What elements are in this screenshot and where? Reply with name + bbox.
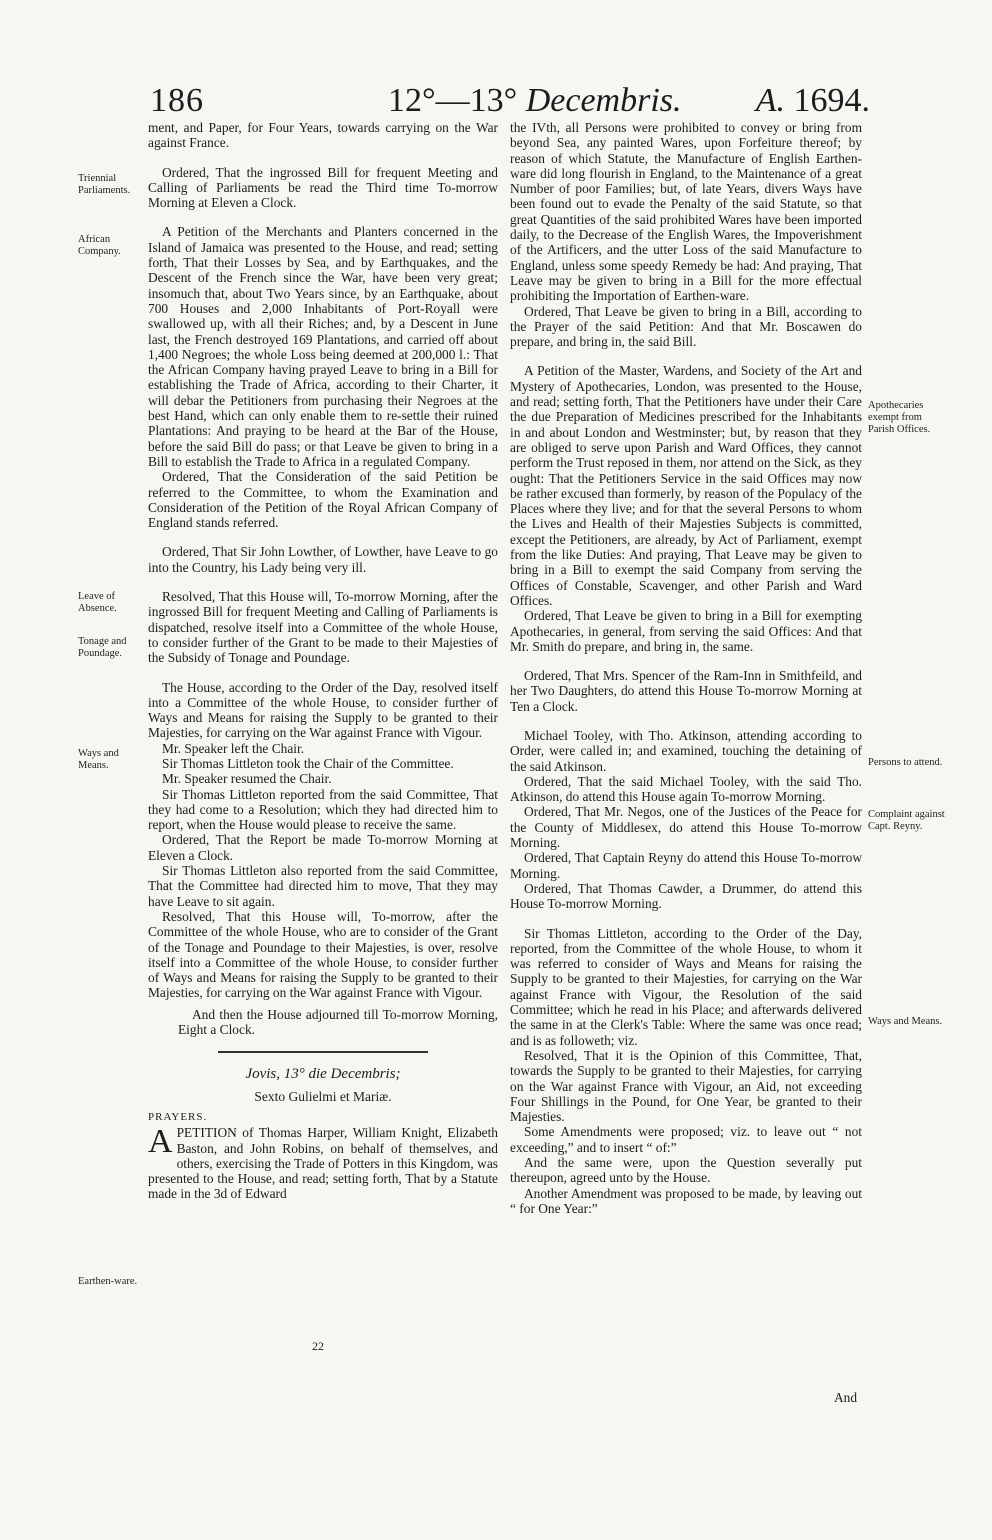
margin-note-apothecaries: Apothecaries exempt from Parish Offices. [868,400,931,435]
paragraph: the IVth, all Persons were prohibited to convey or bring from beyond Sea, any painted Wares, upon Forfeiture thereof; by reason of which Statute, the Manufacture of English Earthen-ware did long flourish in England, to the Maintenance of a great Number of poor Families; but, of late Years, divers Ways have been found out to evade the Penalty of the said Statute, so that great Quantities of the said prohibited Wares have been imported daily, to the Decrease of the English Wares, the Impoverishment of the Artificers, and the utter Loss of the said Manufacture to England, unless some speedy Remedy be had: And praying, That Leave may be given to bring in a Bill for the more effectual prohibiting the Importation of Earthen-ware. [510,120,862,304]
paragraph: Sir Thomas Littleton took the Chair of the Committee. [162,755,454,771]
paragraph: Michael Tooley, with Tho. Atkinson, attending according to Order, were called in; and examined, touching the detaining of the said Atkinson. [510,727,862,774]
right-column [510,120,862,1216]
paragraph: PETITION of Thomas Harper, William Knight, Elizabeth Baston, and John Robins, on behalf of themselves, and others, exercising the Trade of Potters in this Kingdom, was presented to the House, and read; setting forth, That by a Statute made in the 3d of Edward [148,1125,498,1202]
reign-subtitle: Sexto Gulielmi et Mariæ. [254,1088,392,1104]
margin-note-ways-right: Ways and Means. [868,1016,943,1027]
paragraph: Sir Thomas Littleton reported from the said Committee, That they had come to a Resolution; which they had directed him to report, when the House would please to receive the same. [148,786,498,833]
paragraph: Ordered, That Thomas Cawder, a Drummer, do attend this House To-morrow Morning. [510,880,862,912]
paragraph: Resolved, That this House will, To-morrow Morning, after the ingrossed Bill for frequent Meeting and Calling of Parliaments is dispatched, resolve itself into a Committee of the whole House, to consider further of the Grant to be made to their Majesties of the Subsidy of Tonage and Poundage. [148,589,498,666]
page-number: 186 [150,82,204,119]
left-column [148,120,498,1202]
header-year-number: 1694. [793,82,870,119]
earthenware-petition [148,1125,498,1201]
margin-note-earthenware: Earthen-ware. [78,1276,138,1287]
paragraph: Mr. Speaker resumed the Chair. [162,771,332,787]
header-date-word: Decembris. [525,82,682,119]
paragraph: Another Amendment was proposed to be made, by leaving out “ for One Year:” [510,1185,862,1216]
paragraph: Ordered, That Leave be given to bring in a Bill, according to the Prayer of the said Petition: And that Mr. Boscawen do prepare, and bring in, the said Bill. [510,303,862,350]
margin-note-tonage: Tonage and Poundage. [78,636,127,659]
header-date [388,82,682,120]
paragraph: Resolved, That this House will, To-morrow, after the Committee of the whole House, who are to consider of the Grant of the Tonage and Poundage to their Majesties, is over, resolve itself into a Committee of the whole House, to consider further of Ways and Means for raising the Supply to be granted to their Majesties, for carrying on the War against France with Vigour. [148,908,498,1001]
catchword: And [834,1390,858,1405]
paragraph: Ordered, That Mrs. Spencer of the Ram-Inn in Smithfeild, and her Two Daughters, do attend this House To-morrow Morning at Ten a Clock. [510,668,862,714]
margin-note-persons: Persons to attend. [868,757,943,768]
paragraph: The House, according to the Order of the Day, resolved itself into a Committee of the whole House, to consider further of Ways and Means for raising the Supply to be granted to their Majesties, for carrying on the War against France with Vigour. [148,679,498,741]
margin-note-african: African Company. [78,234,121,257]
paragraph: Ordered, That Captain Reyny do attend this House To-morrow Morning. [510,850,862,881]
paragraph: Ordered, That Mr. Negos, one of the Justices of the Peace for the County of Middlesex, do attend this House To-morrow Morning. [510,804,862,851]
prayers-heading: PRAYERS. [148,1110,208,1123]
margin-note-triennial: Triennial Parliaments. [78,173,131,196]
header-year-a: A. [755,82,785,119]
paragraph: Resolved, That it is the Opinion of this Committee, That, towards the Supply to be granted to their Majesties, for carrying on the War against France with Vigour, an Aid, not exceeding Four Shillings in the Pound, for One Year, be granted to their Majesties. [510,1047,862,1125]
paragraph: Ordered, That Leave be given to bring in a Bill for exempting Apothecaries, in general, from serving the said Offices: And that Mr. Smith do prepare, and bring in, the same. [510,608,862,654]
paragraph: Sir Thomas Littleton also reported from the said Committee, That the Committee had directed him to move, That they may have Leave to sit again. [148,863,498,909]
paragraph: And the same were, upon the Question severally put thereupon, agreed unto by the House. [510,1155,862,1186]
paragraph: Ordered, That the said Michael Tooley, with the said Tho. Atkinson, do attend this House again To-morrow Morning. [510,773,862,805]
adjournment: And then the House adjourned till To-morrow Morning, Eight a Clock. [178,1006,498,1038]
margin-note-leave: Leave of Absence. [78,591,117,614]
paragraph: Ordered, That the Report be made To-morrow Morning at Eleven a Clock. [148,832,498,863]
header-date-prefix: 12°—13° [388,82,518,119]
paragraph: Ordered, That the ingrossed Bill for frequent Meeting and Calling of Parliaments be read the Third time To-morrow Morning at Eleven a Clock. [148,164,498,211]
margin-note-ways: Ways and Means. [78,748,119,771]
margin-note-complaint: Complaint against Capt. Reyny. [868,809,945,832]
day-title: Jovis, 13° die Decembris; [245,1066,401,1083]
header-year [756,82,870,120]
drop-cap: A [148,1123,173,1161]
paragraph: Some Amendments were proposed; viz. to leave out “ not exceeding,” and to insert “ of:” [510,1124,862,1155]
paragraph: ment, and Paper, for Four Years, towards carrying on the War against France. [148,120,498,151]
paragraph: Sir Thomas Littleton, according to the Order of the Day, reported, from the Committee of the whole House, to whom it was referred to consider of Ways and Means for raising the Supply to be granted to their Majesties, for carrying on the War against France with Vigour, the Resolution of the said Committee; which he read in his Place; and afterwards delivered the same in at the Clerk's Table: Where the same was once read; and is as followeth; viz. [510,925,862,1048]
paragraph: Ordered, That Sir John Lowther, of Lowther, have Leave to go into the Country, his Lady being very ill. [148,544,498,575]
paragraph: A Petition of the Master, Wardens, and Society of the Art and Mystery of Apothecaries, London, was presented to the House, and read; setting forth, That the Petitioners have under their Care the due Preparation of Medicines prescribed for the Inhabitants in and about London and Westminster; but, by reason that they are obliged to serve upon Parish and Ward Offices, they cannot perform the Trust reposed in them, nor attend on the Sick, as they ought: That the Petitioners Service in the said Offices may now be rather excused than formerly, by reason of the Populacy of the Places where they live; and for that the several Persons to whom the Lives and Health of their Majesties Subjects is committed, except the Petitioners, are already, by Act of Parliament, exempt from the like Duties: And praying, That Leave may be given to bring in a Bill to exempt the said Company from serving the Offices of Constable, Scavenger, and other Parish and Ward Offices. [510,363,862,608]
signature-mark: 22 [312,1339,324,1353]
paragraph: Ordered, That the Consideration of the said Petition be referred to the Committee, to whom the Examination and Consideration of the Petition of the Royal African Company of England stands referred. [148,469,498,531]
paragraph: Mr. Speaker left the Chair. [162,740,305,756]
paragraph: A Petition of the Merchants and Planters concerned in the Island of Jamaica was presented to the House, and read; setting forth, That their Losses by Sea, and by Earthquakes, and the Descent of the French since the War, have been very great; insomuch that, about Two Years since, by an Earthquake, about 700 Houses and 2,000 Inhabitants of Port-Royall were swallowed up, with all their Riches; and, by a Descent in June last, the French destroyed 169 Plantations, and carried off about 1,400 Negroes; the whole Loss being deemed at 200,000 l.: That the African Company having prayed Leave to bring in a Bill for establishing the Trade of Africa, according to their Charter, it will debar the Petitioners from purchasing their Negroes at the best Hand, which can only enable them to re-settle their ruined Plantations: And praying to be heard at the Bar of the House, before the said Bill do pass; or that Leave be given to bring in a Bill to establish the Trade to Africa in a regulated Company. [148,224,498,469]
